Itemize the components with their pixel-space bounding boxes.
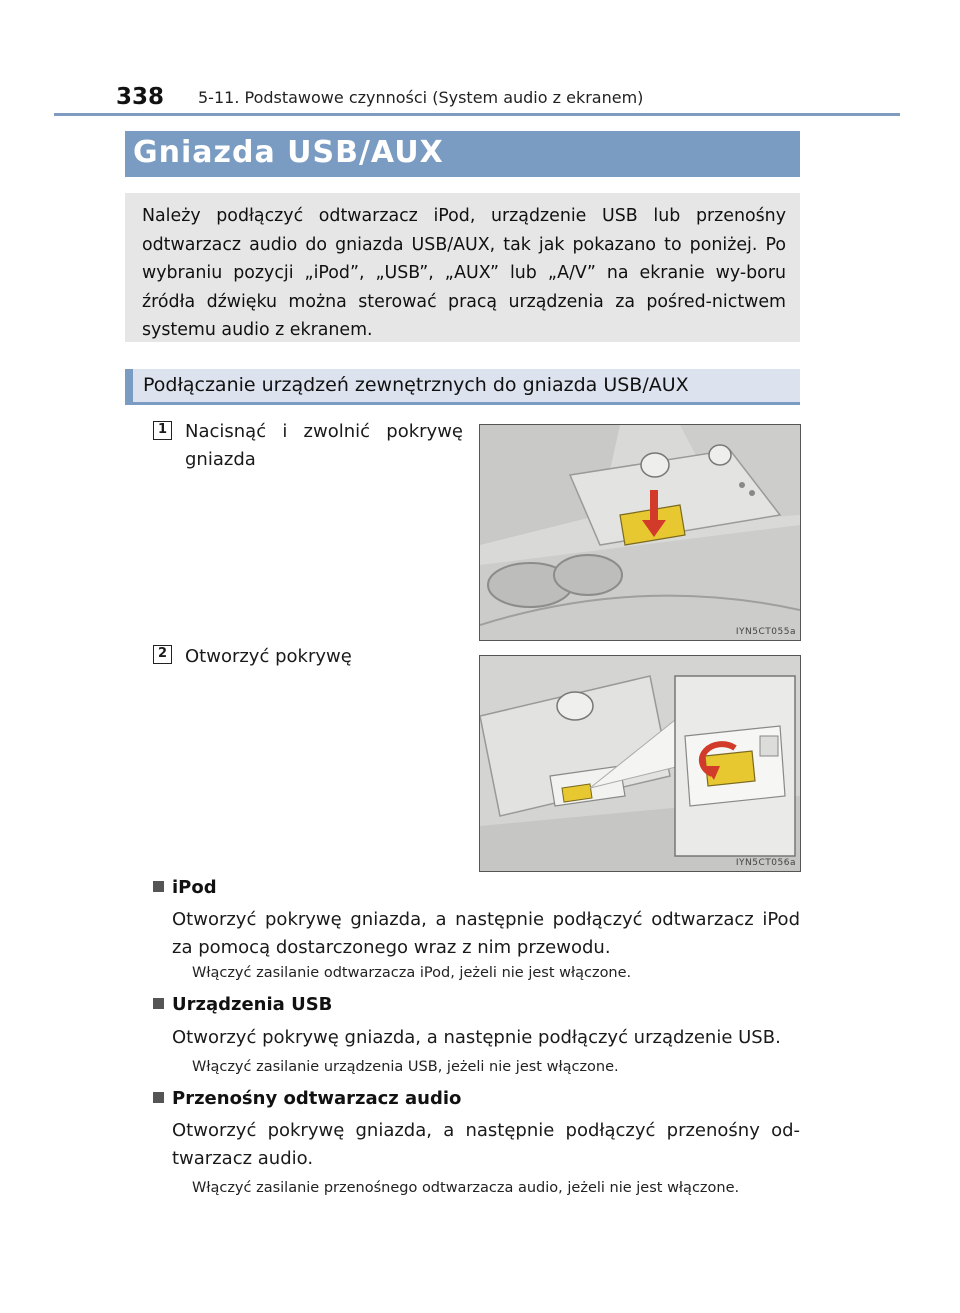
step-2-text: Otworzyć pokrywę [185, 646, 352, 667]
figure-step-1 [479, 424, 801, 641]
section-title-bar [125, 131, 800, 177]
item-note-usb: Włączyć zasilanie urządzenia USB, jeżeli nie jest włączone. [192, 1059, 619, 1075]
item-heading-usb [153, 994, 332, 1015]
item-text-portable-audio: Otworzyć pokrywę gniazda, a następnie podłączyć przenośny od-twarzacz audio. [172, 1120, 800, 1169]
page-number: 338 [116, 84, 165, 110]
bullet-square-icon [153, 998, 164, 1009]
bullet-square-icon [153, 881, 164, 892]
figure-step-2 [479, 655, 801, 872]
item-heading-text: Przenośny odtwarzacz audio [172, 1088, 462, 1109]
item-text-usb: Otworzyć pokrywę gniazda, a następnie podłączyć urządzenie USB. [172, 1027, 781, 1048]
page-header [116, 84, 900, 114]
bullet-square-icon [153, 1092, 164, 1103]
chapter-title: 5-11. Podstawowe czynności (System audio z ekranem) [198, 88, 644, 107]
step-number-1: 1 [153, 421, 172, 440]
step-1-text: Nacisnąć i zwolnić pokrywę gniazda [185, 421, 463, 470]
item-note-ipod: Włączyć zasilanie odtwarzacza iPod, jeżeli nie jest włączone. [192, 965, 632, 981]
item-text-ipod: Otworzyć pokrywę gniazda, a następnie podłączyć odtwarzacz iPod za pomocą dostarczonego wraz z nim przewodu. [172, 909, 800, 958]
intro-text: Należy podłączyć odtwarzacz iPod, urządzenie USB lub przenośny odtwarzacz audio do gniazda USB/AUX, tak jak pokazano to poniżej. Po wybraniu pozycji „iPod”, „USB”, „AUX” lub „A/V” na ekranie wy-boru źródła dźwięku można sterować pracą urządzenia za pośred-nictwem systemu audio z ekranem. [142, 206, 786, 340]
figure-code-2: IYN5CT056a [735, 858, 796, 868]
intro-box [125, 193, 800, 342]
step-number-2: 2 [153, 645, 172, 664]
item-heading-text: iPod [172, 877, 217, 898]
item-heading-ipod [153, 877, 217, 898]
figure-code-1: IYN5CT055a [735, 627, 796, 637]
item-heading-portable-audio [153, 1088, 461, 1109]
page-title: Gniazda USB/AUX [133, 135, 444, 170]
subsection-heading-text: Podłączanie urządzeń zewnętrznych do gniazda USB/AUX [143, 374, 689, 396]
header-divider [54, 113, 900, 116]
item-heading-text: Urządzenia USB [172, 994, 333, 1015]
item-note-portable-audio: Włączyć zasilanie przenośnego odtwarzacza audio, jeżeli nie jest włączone. [192, 1180, 740, 1196]
subsection-heading [125, 369, 800, 405]
